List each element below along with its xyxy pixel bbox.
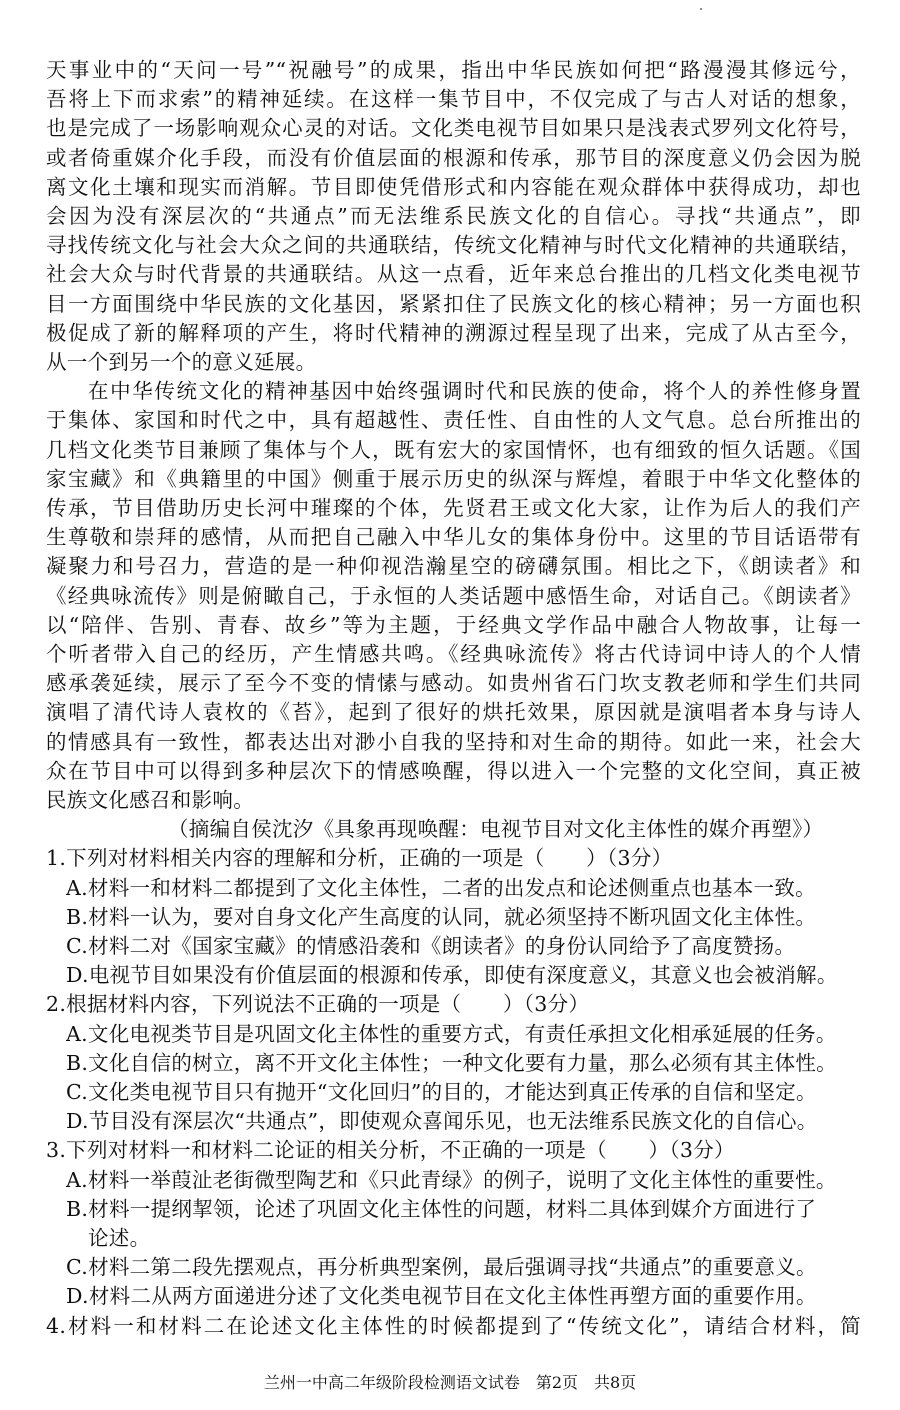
- passage-line: 从一个到另一个的意义延展。: [46, 350, 317, 374]
- source-citation: （摘编自侯沈汐《具象再现唤醒：电视节目对文化主体性的媒介再塑》）: [168, 817, 824, 842]
- passage-line: 家宝藏》和《典籍里的中国》侧重于展示历史的纵深与辉煌，着眼于中华文化整体的: [46, 466, 861, 491]
- question-stem: 4.材料一和材料二在论述文化主体性的时候都提到了“传统文化”，请结合材料，简: [46, 1313, 861, 1338]
- passage-line: 会因为没有深层次的“共通点”而无法维系民族文化的自信心。寻找“共通点”，即: [46, 204, 861, 228]
- answer-option: C.材料二第二段先摆观点，再分析典型案例，最后强调寻找“共通点”的重要意义。: [66, 1255, 817, 1280]
- answer-option: B.材料一提纲挈领，论述了巩固文化主体性的问题，材料二具体到媒介方面进行了: [66, 1196, 817, 1221]
- passage-line: 吾将上下而求索”的精神延续。在这样一集节目中，不仅完成了与古人对话的想象，: [46, 87, 861, 112]
- passage-line: 演唱了清代诗人袁枚的《苔》，起到了很好的烘托效果，原因就是演唱者本身与诗人: [46, 700, 861, 725]
- answer-option: 论述。: [88, 1226, 151, 1250]
- passage-line: 离文化土壤和现实而消解。节目即使凭借形式和内容能在观众群体中获得成功，却也: [46, 174, 861, 199]
- passage-line: 天事业中的“天问一号”“祝融号”的成果，指出中华民族如何把“路漫漫其修远兮，: [46, 58, 861, 82]
- page-footer: 兰州一中高二年级阶段检测语文试卷 第2页 共8页: [263, 1373, 637, 1392]
- passage-line: 极促成了新的解释项的产生，将时代精神的溯源过程呈现了出来，完成了从古至今，: [46, 320, 861, 345]
- passage-line: 在中华传统文化的精神基因中始终强调时代和民族的使命，将个人的养性修身置: [88, 379, 861, 404]
- question-stem: 3.下列对材料一和材料二论证的相关分析，不正确的一项是（ ）（3分）: [46, 1138, 735, 1163]
- answer-option: A.材料一和材料二都提到了文化主体性，二者的出发点和论述侧重点也基本一致。: [66, 875, 816, 900]
- passage-line: 于集体、家国和时代之中，具有超越性、责任性、自由性的人文气息。总台所推出的: [46, 408, 861, 433]
- passage-line: 或者倚重媒介化手段，而没有价值层面的根源和传承，那节目的深度意义仍会因为脱: [46, 145, 861, 170]
- passage-line: 几档文化类节目兼顾了集体与个人，既有宏大的家国情怀，也有细致的恒久话题。《国: [46, 437, 861, 462]
- passage-line: 目一方面围绕中华民族的文化基因，紧紧扣住了民族文化的核心精神；另一方面也积: [46, 291, 861, 316]
- question-stem: 1.下列对材料相关内容的理解和分析，正确的一项是（ ）（3分）: [46, 846, 673, 871]
- passage-line: 社会大众与时代背景的共通联结。从这一点看，近年来总台推出的几档文化类电视节: [46, 262, 861, 287]
- answer-option: C.材料二对《国家宝藏》的情感沿袭和《朗读者》的身份认同给予了高度赞扬。: [66, 934, 796, 958]
- answer-option: B.文化自信的树立，离不开文化主体性；一种文化要有力量，那么必须有其主体性。: [66, 1050, 837, 1075]
- answer-option: D.材料二从两方面递进分述了文化类电视节目在文化主体性再塑方面的重要作用。: [66, 1284, 817, 1309]
- passage-line: 民族文化感召和影响。: [46, 788, 254, 812]
- answer-option: C.文化类电视节目只有抛开“文化回归”的目的，才能达到真正传承的自信和坚定。: [66, 1080, 817, 1104]
- answer-option: A.文化电视类节目是巩固文化主体性的重要方式，有责任承担文化相承延展的任务。: [66, 1021, 837, 1046]
- passage-line: 也是完成了一场影响观众心灵的对话。文化类电视节目如果只是浅表式罗列文化符号，: [46, 116, 861, 141]
- passage-line: 众在节目中可以得到多种层次下的情感唤醒，得以进入一个完整的文化空间，真正被: [46, 758, 861, 783]
- passage-line: 传承，节目借助历史长河中璀璨的个体，先贤君王或文化大家，让作为后人的我们产: [46, 496, 861, 520]
- answer-option: D.电视节目如果没有价值层面的根源和传承，即使有深度意义，其意义也会被消解。: [66, 963, 838, 988]
- passage-line: 的情感具有一致性，都表达出对渺小自我的坚持和对生命的期待。如此一来，社会大: [46, 729, 861, 754]
- answer-option: B.材料一认为，要对自身文化产生高度的认同，就必须坚持不断巩固文化主体性。: [66, 904, 817, 929]
- scan-speck: [700, 8, 702, 10]
- passage-line: 寻找传统文化与社会大众之间的共通联结，传统文化精神与时代文化精神的共通联结，: [46, 233, 861, 258]
- passage-line: 凝聚力和号召力，营造的是一种仰视浩瀚星空的磅礴氛围。相比之下，《朗读者》和: [46, 554, 861, 579]
- passage-line: 生尊敬和崇拜的感情，从而把自己融入中华儿女的集体身份中。这里的节目话语带有: [46, 525, 861, 550]
- answer-option: A.材料一举葭沚老街微型陶艺和《只此青绿》的例子，说明了文化主体性的重要性。: [66, 1167, 837, 1192]
- passage-line: 感承袭延续，展示了至今不变的情愫与感动。如贵州省石门坎支教老师和学生们共同: [46, 671, 861, 696]
- passage-line: 以“陪伴、告别、青春、故乡”等为主题，于经典文学作品中融合人物故事，让每一: [46, 612, 861, 637]
- passage-line: 个听者带入自己的经历，产生情感共鸣。《经典咏流传》将古代诗词中诗人的个人情: [46, 642, 861, 666]
- answer-option: D.节目没有深层次“共通点”，即使观众喜闻乐见，也无法维系民族文化的自信心。: [66, 1109, 818, 1134]
- passage-line: 《经典咏流传》则是俯瞰自己，于永恒的人类话题中感悟生命，对话自己。《朗读者》: [46, 583, 861, 608]
- question-stem: 2.根据材料内容，下列说法不正确的一项是（ ）（3分）: [46, 992, 590, 1017]
